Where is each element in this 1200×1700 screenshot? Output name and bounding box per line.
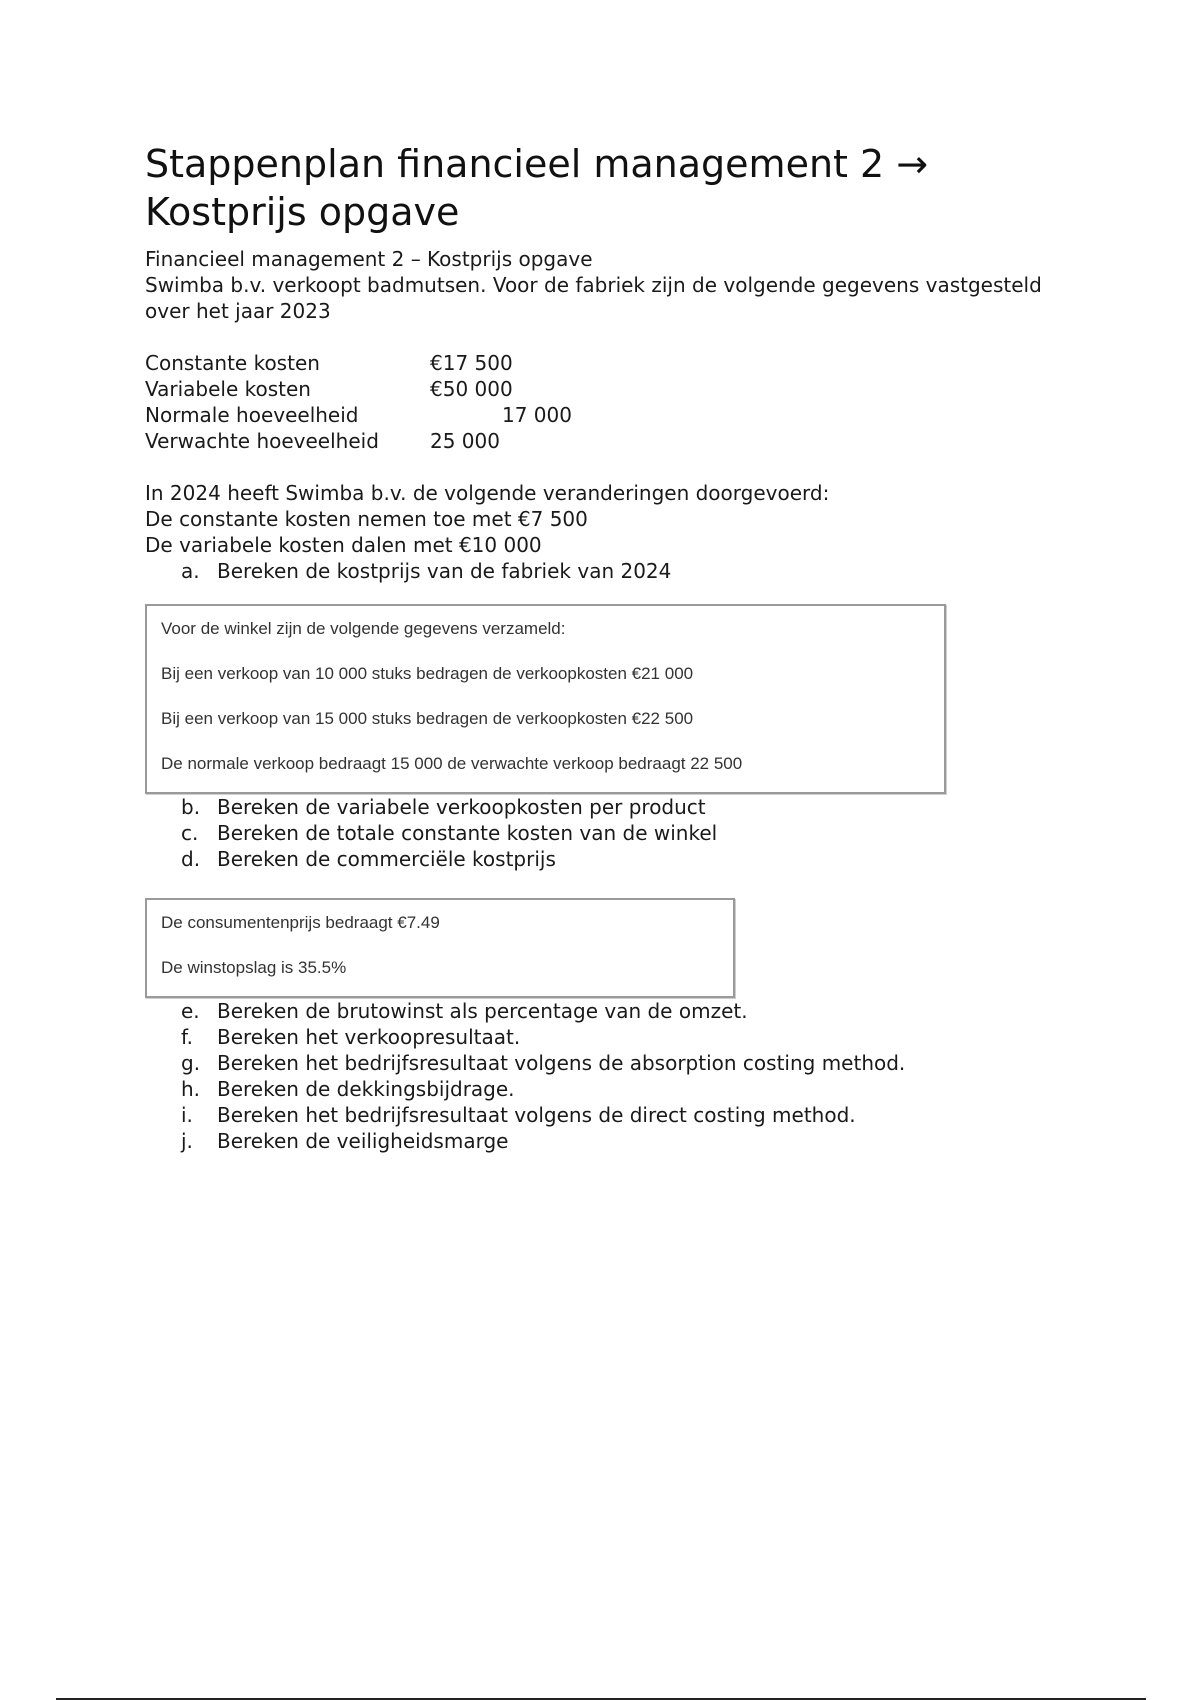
data-row (145, 350, 1045, 376)
question-text: Bereken het bedrijfsresultaat volgens de absorption costing method. (217, 1051, 906, 1075)
question-letter: d. (181, 847, 201, 871)
intro-text: Swimba b.v. verkoopt badmutsen. Voor de fabriek zijn de volgende gegevens vastgesteld over het jaar 2023 (145, 273, 1042, 323)
changes-line: De constante kosten nemen toe met €7 500 (145, 507, 588, 531)
question-text: Bereken de dekkingsbijdrage. (217, 1077, 515, 1101)
data-value: 25 000 (430, 429, 500, 453)
question-item (181, 558, 1045, 584)
question-item (181, 820, 1045, 846)
data-row (145, 376, 1045, 402)
question-letter: h. (181, 1077, 201, 1101)
question-text: Bereken het verkoopresultaat. (217, 1025, 521, 1049)
changes-line: De variabele kosten dalen met €10 000 (145, 533, 542, 557)
shop-data-box (145, 604, 946, 794)
box-line: De normale verkoop bedraagt 15 000 de verwachte verkoop bedraagt 22 500 (161, 754, 743, 773)
question-item (181, 1024, 1045, 1050)
question-letter: b. (181, 795, 201, 819)
question-letter: c. (181, 821, 199, 845)
question-letter: f. (181, 1025, 193, 1049)
page-title: Stappenplan financieel management 2 → Kostprijs opgave (145, 142, 929, 234)
question-letter: g. (181, 1051, 201, 1075)
subtitle: Financieel management 2 – Kostprijs opgave (145, 247, 593, 271)
box-line: De consumentenprijs bedraagt €7.49 (161, 913, 440, 932)
question-text: Bereken de totale constante kosten van de winkel (217, 821, 718, 845)
question-text: Bereken de brutowinst als percentage van de omzet. (217, 999, 748, 1023)
question-item (181, 1128, 1045, 1154)
data-value: €17 500 (430, 351, 513, 375)
changes-line: In 2024 heeft Swimba b.v. de volgende veranderingen doorgevoerd: (145, 481, 830, 505)
question-item (181, 1076, 1045, 1102)
question-item (181, 1050, 1045, 1076)
question-letter: a. (181, 559, 200, 583)
question-letter: j. (181, 1129, 193, 1153)
box-line: Voor de winkel zijn de volgende gegevens verzameld: (161, 619, 566, 638)
data-value: 17 000 (502, 403, 572, 427)
data-value: €50 000 (430, 377, 513, 401)
question-list-bcd (145, 794, 1045, 872)
data-row (145, 402, 1045, 428)
question-item (181, 998, 1045, 1024)
question-list-a (145, 558, 1045, 584)
question-text: Bereken de commerciële kostprijs (217, 847, 556, 871)
box-line: De winstopslag is 35.5% (161, 958, 347, 977)
question-item (181, 846, 1045, 872)
question-list-ej (145, 998, 1045, 1154)
question-item (181, 794, 1045, 820)
question-text: Bereken de kostprijs van de fabriek van 2024 (217, 559, 672, 583)
changes-block (145, 480, 1045, 558)
question-text: Bereken het bedrijfsresultaat volgens de direct costing method. (217, 1103, 856, 1127)
document-page (145, 140, 1045, 1154)
question-text: Bereken de variabele verkoopkosten per product (217, 795, 706, 819)
question-text: Bereken de veiligheidsmarge (217, 1129, 509, 1153)
box-line: Bij een verkoop van 10 000 stuks bedragen de verkoopkosten €21 000 (161, 664, 694, 683)
cost-data-table (145, 350, 1045, 454)
question-letter: i. (181, 1103, 193, 1127)
data-row (145, 428, 1045, 454)
question-letter: e. (181, 999, 200, 1023)
box-line: Bij een verkoop van 15 000 stuks bedragen de verkoopkosten €22 500 (161, 709, 694, 728)
data-label: Variabele kosten (145, 377, 311, 401)
data-label: Verwachte hoeveelheid (145, 429, 379, 453)
data-label: Constante kosten (145, 351, 320, 375)
intro-block (145, 246, 1045, 324)
data-label: Normale hoeveelheid (145, 403, 359, 427)
price-data-box (145, 898, 735, 998)
question-item (181, 1102, 1045, 1128)
